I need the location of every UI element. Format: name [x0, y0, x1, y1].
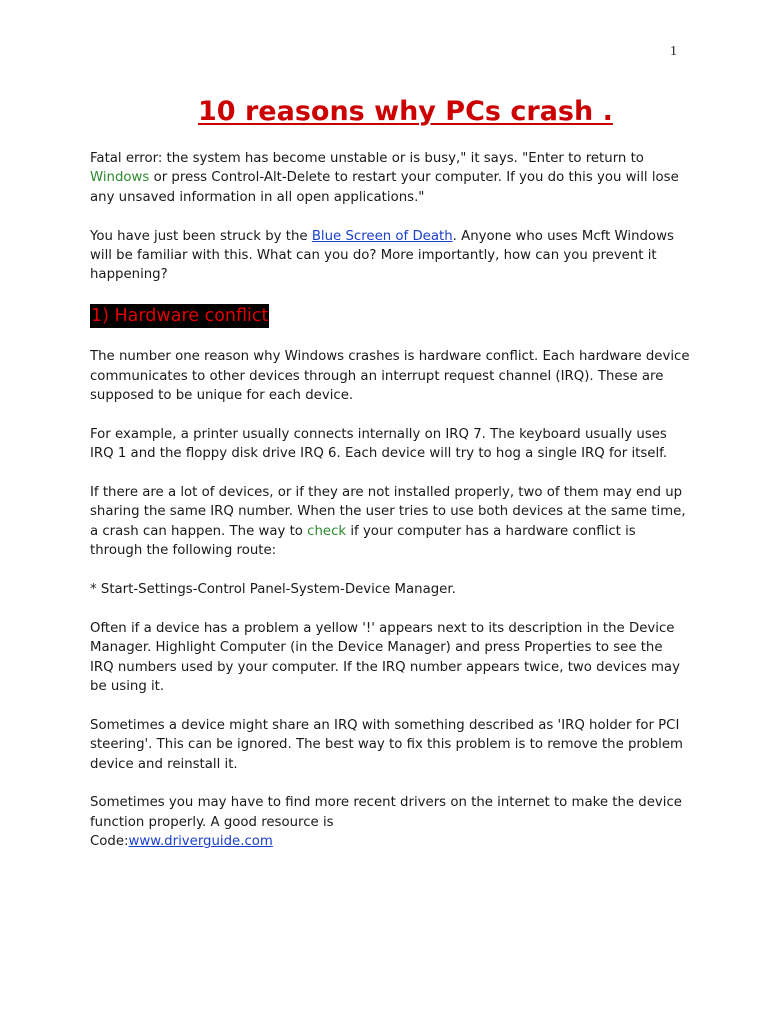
section1-paragraph-3: [90, 483, 690, 561]
document-title: 10 reasons why PCs crash .: [198, 96, 613, 127]
section-heading-wrap: [90, 304, 690, 347]
intro-p2-text-start: You have just been struck by the: [90, 228, 312, 244]
check-highlight: check: [307, 523, 347, 539]
document-body: [90, 149, 690, 871]
section1-p3-text-start: If there are a lot of devices, or if they are not installed properly, two of them may end up sharing the same IRQ number. When the user tries to use both devices at the same time, a crash can happen. The way to: [90, 485, 686, 539]
section1-paragraph-7: [90, 793, 690, 851]
page-number: 1: [670, 44, 677, 59]
section-heading-hardware-conflict: 1) Hardware conflict: [91, 306, 269, 327]
section1-paragraph-5: Often if a device has a problem a yellow '!' appears next to its description in the Device Manager. Highlight Computer (in the Device Manager) and press Properties to see the IRQ numbers used by your computer. If the IRQ number appears twice, two devices may be using it.: [90, 620, 680, 695]
windows-highlight: Windows: [90, 170, 150, 186]
intro-p2-text-end: . Anyone who uses Mcft Windows will be familiar with this. What can you do? More importantly, how can you prevent it happening?: [90, 228, 674, 283]
section1-paragraph-1: The number one reason why Windows crashes is hardware conflict. Each hardware device communicates to other devices through an interrupt request channel (IRQ). These are supposed to be unique for each device.: [90, 349, 690, 404]
section1-route-step: * Start-Settings-Control Panel-System-Device Manager.: [90, 582, 456, 598]
intro-p1-text-start: Fatal error: the system has become unstable or is busy," it says. "Enter to return to: [90, 151, 644, 166]
section1-paragraph-2: For example, a printer usually connects internally on IRQ 7. The keyboard usually uses IRQ 1 and the floppy disk drive IRQ 6. Each device will try to hog a single IRQ for itself.: [90, 426, 668, 462]
section1-paragraph-6: Sometimes a device might share an IRQ with something described as 'IRQ holder for PCI steering'. This can be ignored. The best way to fix this problem is to remove the problem device and reinstall it.: [90, 717, 684, 772]
code-label: Code:: [90, 834, 129, 850]
section1-p7-text: Sometimes you may have to find more recent drivers on the internet to make the device function properly. A good resource is: [90, 795, 682, 830]
intro-p1-text-end: or press Control-Alt-Delete to restart your computer. If you do this you will lose any unsaved information in all open applications.": [90, 170, 679, 205]
section1-p3-text-end: if your computer has a hardware conflict is through the following route:: [90, 523, 636, 559]
blue-screen-of-death-link[interactable]: Blue Screen of Death: [311, 228, 453, 244]
intro-paragraph-2: [90, 227, 690, 285]
intro-paragraph-1: [90, 149, 690, 207]
driverguide-link[interactable]: www.driverguide.com: [128, 834, 273, 850]
